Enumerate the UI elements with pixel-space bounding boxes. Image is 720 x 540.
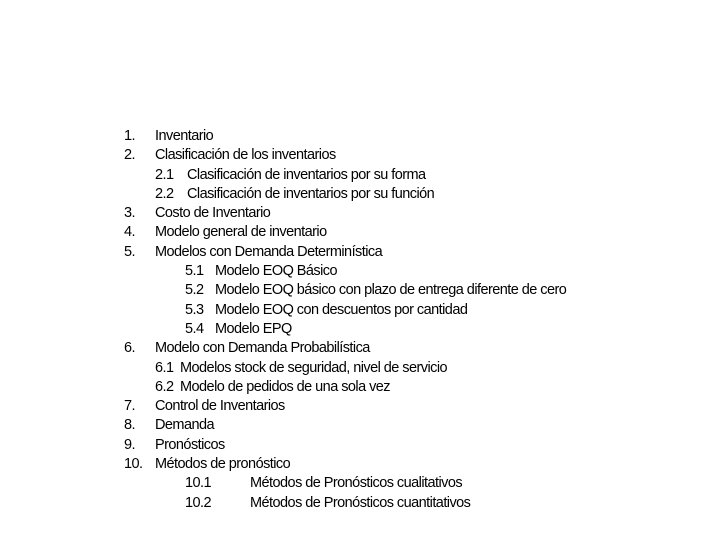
item-number: 6.1: [155, 359, 174, 376]
outline-list: [124, 127, 704, 513]
item-number: 2.: [124, 147, 135, 164]
list-item: [124, 339, 704, 358]
item-number: 9.: [124, 436, 135, 453]
item-text: Modelo general de inventario: [155, 224, 327, 241]
list-item: [124, 494, 704, 513]
item-number: 5.: [124, 243, 135, 260]
item-text: Modelo EOQ Básico: [215, 263, 338, 280]
item-number: 6.: [124, 340, 135, 357]
list-item: [124, 320, 704, 339]
item-number: 7.: [124, 398, 135, 415]
list-item: [124, 359, 704, 378]
item-number: 10.2: [185, 494, 212, 511]
list-item: [124, 416, 704, 435]
item-number: 3.: [124, 205, 135, 222]
item-number: 4.: [124, 224, 135, 241]
item-text: Modelo EOQ con descuentos por cantidad: [215, 301, 468, 318]
item-number: 5.3: [185, 301, 204, 318]
item-text: Inventario: [155, 128, 214, 144]
list-item: [124, 166, 704, 185]
item-text: Modelos con Demanda Determinística: [155, 243, 383, 260]
item-number: 2.1: [155, 166, 174, 183]
item-number: 5.4: [185, 320, 204, 337]
list-item: [124, 262, 704, 281]
list-item: [124, 204, 704, 223]
item-number: 2.2: [155, 185, 174, 202]
list-item: [124, 301, 704, 320]
list-item: [124, 474, 704, 493]
item-text: Métodos de Pronósticos cuantitativos: [250, 494, 471, 511]
item-text: Clasificación de inventarios por su función: [187, 185, 435, 202]
item-text: Modelo EOQ básico con plazo de entrega diferente de cero: [215, 282, 567, 299]
item-text: Clasificación de los inventarios: [155, 147, 336, 164]
item-text: Modelo con Demanda Probabilística: [155, 340, 370, 357]
list-item: [124, 281, 704, 300]
item-number: 8.: [124, 417, 135, 434]
list-item: [124, 397, 704, 416]
item-text: Modelo EPQ: [215, 320, 292, 337]
item-number: 10.1: [185, 475, 212, 492]
list-item: [124, 127, 704, 146]
list-item: [124, 378, 704, 397]
item-text: Modelo de pedidos de una sola vez: [180, 378, 390, 395]
item-text: Métodos de pronóstico: [155, 456, 291, 473]
item-number: 10.: [124, 456, 143, 473]
item-text: Métodos de Pronósticos cualitativos: [250, 475, 463, 492]
list-item: [124, 185, 704, 204]
item-text: Demanda: [155, 417, 215, 434]
item-text: Pronósticos: [155, 436, 225, 453]
item-text: Control de Inventarios: [155, 398, 285, 415]
item-number: 5.2: [185, 282, 204, 299]
list-item: [124, 436, 704, 455]
list-item: [124, 223, 704, 242]
item-text: Modelos stock de seguridad, nivel de servicio: [180, 359, 448, 376]
list-item: [124, 455, 704, 474]
list-item: [124, 146, 704, 165]
list-item: [124, 243, 704, 262]
item-text: Costo de Inventario: [155, 205, 271, 222]
item-text: Clasificación de inventarios por su forma: [187, 166, 426, 183]
item-number: 1.: [124, 128, 135, 144]
item-number: 6.2: [155, 378, 174, 395]
item-number: 5.1: [185, 263, 204, 280]
